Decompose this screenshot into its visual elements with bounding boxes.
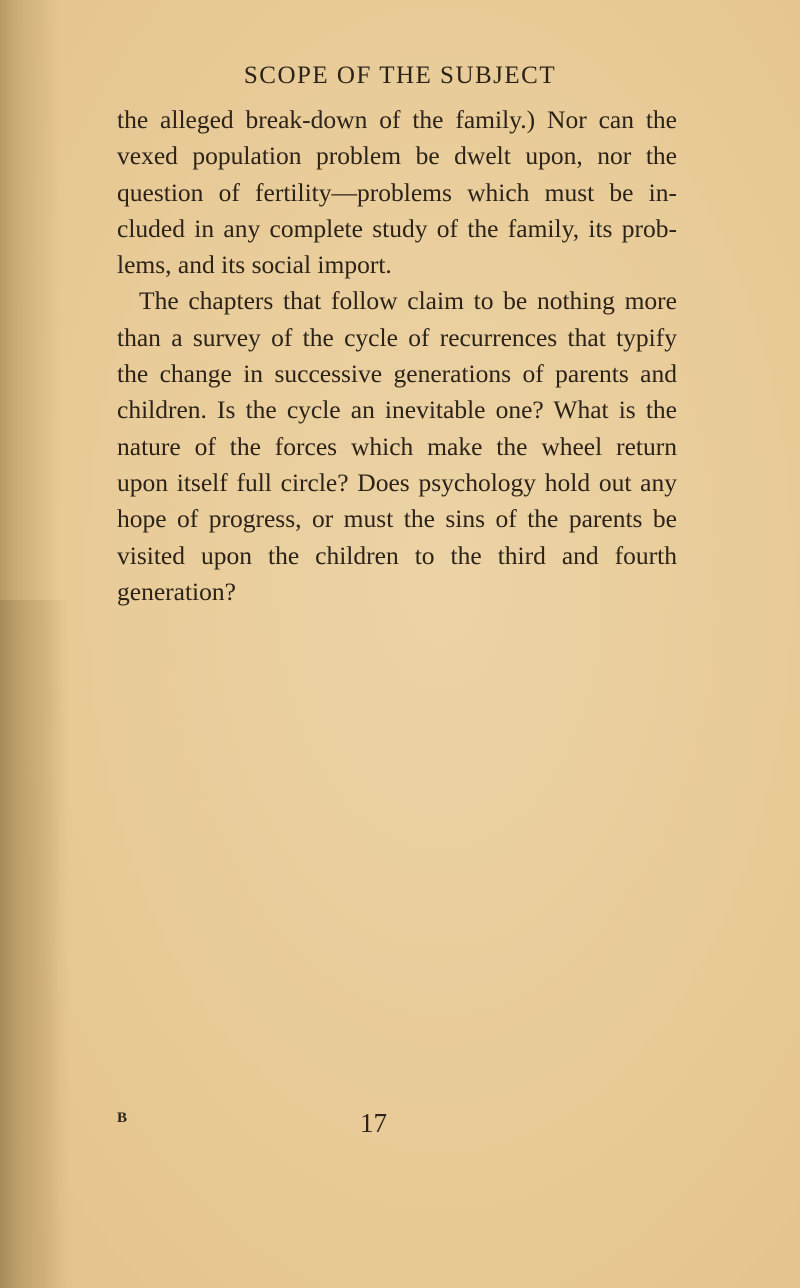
text-line: The chapters that follow claim to be nothing more: [139, 286, 677, 316]
text-line: lems, and its social import.: [117, 250, 392, 280]
signature-mark: B: [117, 1110, 128, 1126]
body-text: [117, 102, 677, 610]
text-line: cluded in any complete study of the family, its prob-: [117, 213, 677, 243]
text-line: than a survey of the cycle of recurrences that typify: [117, 322, 677, 352]
text-line: the change in successive generations of parents and: [117, 359, 677, 389]
text-line: question of fertility—problems which must be in-: [117, 177, 677, 207]
text-line: vexed population problem be dwelt upon, nor the: [117, 141, 677, 171]
text-line: generation?: [117, 576, 236, 606]
spine-shadow-lower: [0, 600, 70, 1288]
text-line: visited upon the children to the third and fourth: [117, 540, 677, 570]
text-line: the alleged break-down of the family.) Nor can the: [117, 105, 677, 134]
text-line: nature of the forces which make the wheel return: [117, 431, 677, 461]
text-line: upon itself full circle? Does psychology hold out any: [117, 467, 677, 497]
page-number: 17: [360, 1108, 387, 1138]
text-line: children. Is the cycle an inevitable one? What is the: [117, 395, 677, 425]
running-head: SCOPE OF THE SUBJECT: [243, 62, 557, 89]
text-line: hope of progress, or must the sins of the parents be: [117, 504, 677, 534]
